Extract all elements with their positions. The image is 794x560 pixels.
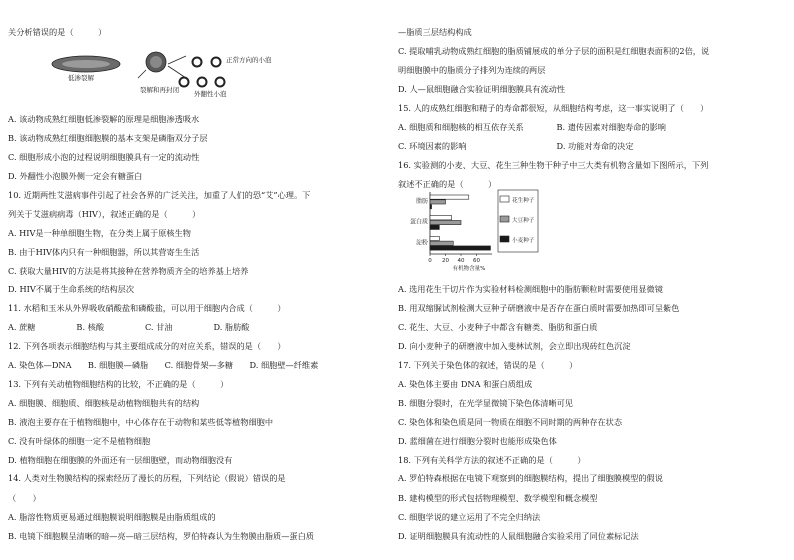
left-line-11: 11. 水稻和玉米从外界吸收硝酸盐和磷酸盐，可以用于细胞内合成（ ） — [8, 303, 286, 313]
left-line-3: C. 细胞形成小泡的过程说明细胞膜具有一定的流动性 — [8, 152, 200, 162]
left-line-12: A. 蔗糖 B. 核酸 C. 甘油 D. 脂肪酸 — [8, 322, 250, 332]
label-lysis: 低渗裂解 — [68, 74, 94, 82]
right-bottom-line-2: C. 花生、大豆、小麦种子中都含有糖类、脂肪和蛋白质 — [398, 322, 598, 332]
red-blood-cell — [52, 56, 120, 72]
right-top-line-1: C. 提取哺乳动物成熟红细胞的脂质铺展成的单分子层的面积是红细胞表面积的2倍，说 — [398, 46, 710, 56]
category-label-2: 淀粉 — [415, 239, 428, 247]
organic-matter-chart — [404, 188, 544, 274]
left-line-21: （ ） — [8, 493, 41, 503]
right-bottom-line-9: 18. 下列有关科学方法的叙述不正确的是（ ） — [398, 455, 586, 465]
bar-2-0 — [430, 236, 439, 240]
right-bottom-line-0: A. 选用花生干切片作为实验材料检测细胞中的脂肪颗粒时需要使用显微镜 — [398, 284, 663, 294]
chart-svg — [404, 188, 544, 274]
left-line-20: 14. 人类对生物膜结构的探索经历了漫长的历程，下列结论（假说）错误的是 — [8, 473, 286, 483]
bar-2-1 — [430, 241, 453, 245]
left-line-17: B. 液泡主要存在于植物细胞中，中心体存在于动物和某些低等植物细胞中 — [8, 417, 274, 427]
x-tick-label-1: 20 — [442, 258, 449, 264]
right-bottom-line-11: B. 建构模型的形式包括物理模型、数学模型和概念模型 — [398, 493, 598, 503]
category-label-1: 蛋白质 — [409, 218, 428, 226]
left-line-19: D. 植物细胞在细胞膜的外面还有一层细胞壁，而动物细胞没有 — [8, 455, 233, 465]
left-line-8: B. 由于HIV体内只有一种细胞器，所以其营寄生生活 — [8, 247, 200, 257]
left-line-5: 10. 近期两性艾滋病事件引起了社会各界的广泛关注，加重了人们的恐“艾”心理。下 — [8, 190, 311, 200]
left-line-22: A. 脂溶性物质更易通过细胞膜说明细胞膜是由脂质组成的 — [8, 512, 216, 522]
membrane-vesicle-svg — [44, 48, 274, 98]
membrane-vesicle-diagram — [44, 48, 274, 98]
left-line-10: D. HIV不属于生命系统的结构层次 — [8, 284, 135, 294]
left-line-14: A. 染色体—DNA B. 细胞膜—磷脂 C. 细胞骨架—多糖 D. 细胞壁—纤维素 — [8, 360, 319, 370]
left-line-7: A. HIV是一种单细胞生物，在分类上属于原核生物 — [8, 228, 191, 238]
right-top-line-6: C. 环境因素的影响 D. 功能对寿命的决定 — [398, 141, 634, 151]
left-line-9: C. 获取大量HIV的方法是将其接种在营养物质齐全的培养基上培养 — [8, 266, 249, 276]
label-everted: 外翻性小泡 — [194, 90, 227, 98]
normal-vesicles — [193, 58, 221, 67]
x-tick-label-2: 40 — [457, 258, 465, 264]
legend-swatch-1 — [500, 216, 509, 222]
legend-swatch-0 — [500, 196, 509, 202]
right-bottom-line-4: 17. 下列关于染色体的叙述，错误的是（ ） — [398, 360, 578, 370]
bar-0-2 — [430, 205, 432, 209]
right-top-line-2: 明细胞膜中的脂质分子排列为连续的两层 — [398, 65, 546, 75]
category-label-0: 脂肪 — [415, 198, 428, 205]
left-line-15: 13. 下列有关动植物细胞结构的比较，不正确的是（ ） — [8, 379, 229, 389]
right-bottom-line-3: D. 向小麦种子的研磨液中加入斐林试剂，会立即出现砖红色沉淀 — [398, 341, 631, 351]
left-line-6: 列关于艾滋病病毒（HIV），叙述正确的是（ ） — [8, 209, 201, 219]
everted-vesicles — [180, 78, 225, 87]
legend-label-0: 花生种子 — [512, 198, 535, 204]
legend-label-2: 小麦种子 — [512, 238, 535, 244]
bar-1-2 — [430, 225, 439, 229]
right-top-line-0: —脂质三层结构构成 — [398, 27, 472, 37]
right-top-line-5: A. 细胞质和细胞核的相互依存关系 B. 遗传因素对细胞寿命的影响 — [398, 122, 666, 132]
left-line-1: A. 该动物成熟红细胞低渗裂解的原理是细胞渗透吸水 — [8, 114, 200, 124]
right-bottom-line-6: B. 细胞分裂时，在光学显微镜下染色体清晰可见 — [398, 398, 573, 408]
right-bottom-line-13: D. 证明细胞膜具有流动性的人鼠细胞融合实验采用了同位素标记法 — [398, 531, 639, 541]
right-bottom-line-10: A. 罗伯特森根据在电镜下观察到的细胞膜结构，提出了细胞膜模型的假说 — [398, 473, 663, 483]
x-tick-label-0: 0 — [428, 258, 432, 264]
left-line-16: A. 细胞膜、细胞质、细胞核是动植物细胞共有的结构 — [8, 398, 200, 408]
bar-1-0 — [430, 216, 452, 220]
label-lysed-resealed: 裂解和再封闭 — [140, 86, 179, 94]
left-line-13: 12. 下列各项表示细胞结构与其主要组成成分的对应关系，错误的是（ ） — [8, 341, 286, 351]
left-line-0: 关分析错误的是（ ） — [8, 27, 107, 37]
x-tick-label-3: 60 — [473, 258, 480, 264]
lysed-cell — [146, 52, 166, 72]
bar-1-1 — [430, 220, 461, 224]
right-bottom-line-7: C. 染色体和染色质是同一物质在细胞不同时期的两种存在状态 — [398, 417, 623, 427]
left-line-23: B. 电镜下细胞膜呈清晰的暗—亮—暗三层结构，罗伯特森认为生物膜由脂质—蛋白质 — [8, 531, 314, 541]
right-top-line-4: 15. 人的成熟红细胞和精子的寿命都很短，从细胞结构考虑，这一事实说明了（ ） — [398, 103, 709, 113]
bar-2-2 — [430, 246, 490, 250]
left-line-2: B. 该动物成熟红细胞细胞膜的基本支架是磷脂双分子层 — [8, 133, 208, 143]
right-bottom-line-1: B. 用双缩脲试剂检测大豆种子研磨液中是否存在蛋白质时需要加热即可呈紫色 — [398, 303, 680, 313]
right-top-line-7: 16. 实验测的小麦、大豆、花生三种生物干种子中三大类有机物含量如下图所示，下列 — [398, 160, 709, 170]
label-normal: 正常方向的小泡 — [226, 56, 272, 64]
legend-swatch-2 — [500, 236, 509, 242]
right-bottom-line-12: C. 细胞学说的建立运用了不完全归纳法 — [398, 512, 541, 522]
bar-0-1 — [430, 200, 446, 204]
right-top-line-3: D. 人—鼠细胞融合实验证明细胞膜具有流动性 — [398, 84, 566, 94]
left-line-18: C. 没有叶绿体的细胞一定不是植物细胞 — [8, 436, 151, 446]
bar-0-0 — [430, 195, 469, 199]
right-bottom-line-5: A. 染色体主要由 DNA 和蛋白质组成 — [398, 379, 533, 389]
right-bottom-line-8: D. 蓝细菌在进行细胞分裂时也能形成染色体 — [398, 436, 557, 446]
right-top-line-8: 叙述不正确的是（ ） — [398, 179, 497, 189]
x-axis-label: 有机物含量% — [452, 266, 486, 272]
legend-label-1: 大豆种子 — [512, 218, 535, 224]
left-line-4: D. 外翻性小泡膜外侧一定会有糖蛋白 — [8, 171, 143, 181]
